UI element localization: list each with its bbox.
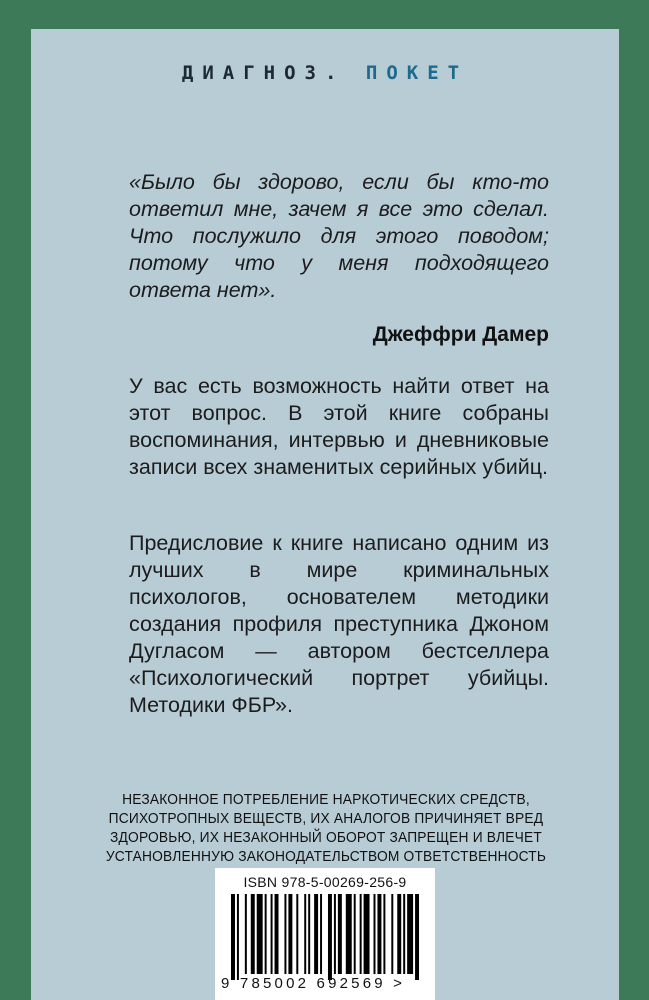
barcode-bar bbox=[296, 894, 298, 974]
barcode-bar bbox=[251, 894, 255, 974]
barcode-bar bbox=[360, 894, 362, 974]
barcode-bar bbox=[364, 894, 370, 974]
barcode-bar bbox=[288, 894, 292, 974]
barcode-bar bbox=[308, 894, 310, 974]
barcode-bar bbox=[304, 894, 306, 974]
barcode-bar bbox=[383, 894, 385, 974]
barcode-bar bbox=[374, 894, 376, 974]
legal-warning: НЕЗАКОННОЕ ПОТРЕБЛЕНИЕ НАРКОТИЧЕСКИХ СРЕДСТВ, ПСИХОТРОПНЫХ ВЕЩЕСТВ, ИХ АНАЛОГОВ ПРИЧИНЯЕТ ВРЕД ЗДОРОВЬЮ, ИХ НЕЗАКОННЫЙ ОБОРОТ ЗАПРЕЩЕН И ВЛЕЧЕТ УСТАНОВЛЕННУЮ ЗАКОНОДАТЕЛЬСТВОМ ОТВЕТСТВЕННОСТЬ bbox=[105, 792, 547, 865]
barcode-bar bbox=[320, 894, 322, 974]
barcode-bars bbox=[231, 894, 421, 980]
barcode-bar bbox=[245, 894, 247, 974]
series-subname: ПОКЕТ bbox=[365, 62, 469, 84]
barcode-bar bbox=[377, 894, 381, 974]
quote-author: Джеффри Дамер bbox=[372, 323, 549, 346]
barcode-bar bbox=[407, 894, 413, 974]
barcode-bar bbox=[231, 894, 235, 980]
barcode-bar bbox=[403, 894, 405, 974]
barcode-bar bbox=[265, 894, 267, 974]
barcode-digits: 9 785002 692569 > bbox=[221, 975, 406, 992]
isbn-label: ISBN 978-5-00269-256-9 bbox=[243, 874, 407, 890]
description-paragraph-1: У вас есть возможность найти ответ на этот вопрос. В этой книге собраны воспоминания, интервью и дневниковые записи всех знаменитых серийных убийц. bbox=[129, 374, 549, 479]
barcode-bar bbox=[257, 894, 263, 974]
barcode-bar bbox=[314, 894, 318, 974]
quote-text: «Было бы здорово, если бы кто-то ответил мне, зачем я все это сделал. Что послужило для этого поводом; потому что у меня подходящего ответа нет». bbox=[129, 170, 549, 302]
cover-panel bbox=[31, 29, 619, 1000]
isbn-barcode-block bbox=[215, 868, 435, 1000]
description-paragraph-2: Предисловие к книге написано одним из лучших в мире криминальных психологов, основателем методики создания профиля преступника Джоном Дугласом — автором бестселлера «Психологический портрет убийцы. Методики ФБР». bbox=[129, 531, 549, 717]
barcode-bar bbox=[415, 894, 419, 980]
barcode-bar bbox=[338, 894, 342, 974]
barcode-bar bbox=[397, 894, 401, 974]
barcode-bar bbox=[391, 894, 393, 974]
barcode-bar bbox=[334, 894, 336, 974]
barcode-bar bbox=[284, 894, 286, 974]
barcode-bar bbox=[271, 894, 273, 974]
barcode-bar bbox=[328, 894, 332, 980]
barcode-bar bbox=[346, 894, 352, 974]
barcode-bar bbox=[354, 894, 356, 974]
series-title bbox=[31, 62, 619, 84]
barcode-bar bbox=[237, 894, 239, 980]
barcode-bar bbox=[275, 894, 279, 974]
series-name: ДИАГНОЗ. bbox=[181, 62, 346, 84]
